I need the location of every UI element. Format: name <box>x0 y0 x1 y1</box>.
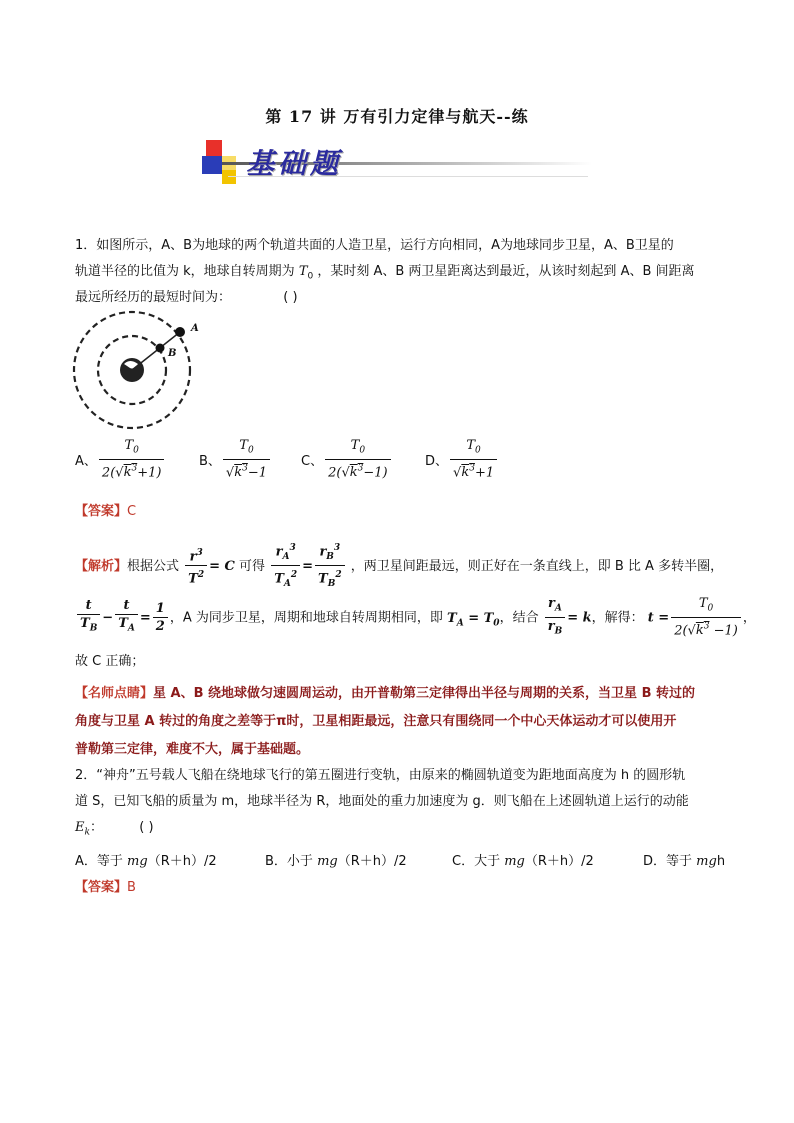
q1-analysis2-text-c: ，解得： <box>591 610 644 626</box>
option-expression: mg <box>696 854 717 869</box>
q1-line2-text-b: ，某时刻 A、B 两卫星距离达到最近，从该时刻起到 A、B 间距离 <box>317 264 695 279</box>
q1-analysis-text-c: ，两卫星间距最远，则正好在一条直线上，即 B 比 A 多转半圈， <box>350 558 724 574</box>
banner-text: 基础题 <box>246 147 343 180</box>
q2-option-b[interactable] <box>265 852 407 872</box>
numerator-subscript: 0 <box>133 445 139 456</box>
one-half: $\frac{1}{2}$ <box>153 601 168 636</box>
q2-option-a[interactable] <box>75 852 217 872</box>
option-label: C．大于 <box>452 854 505 869</box>
q1-line1: 1．如图所示，A、B为地球的两个轨道共面的人造卫星，运行方向相同，A为地球同步卫星，A、B卫星的 <box>75 238 674 253</box>
option-fraction: $\frac{T_0}{√k^3-1}$ <box>223 438 270 482</box>
numerator-subscript: 0 <box>359 445 366 456</box>
t-over-tb: $\frac{t}{T_B}$ <box>77 598 100 638</box>
ra-over-rb: $\frac{r_A}{r_B}$ <box>545 596 565 640</box>
option-rest: （R＋h）/2 <box>524 854 594 869</box>
q1-line3-text: 最远所经历的最短时间为： <box>75 290 232 305</box>
denominator-prefix: 2 <box>101 464 111 480</box>
q1-analysis-line3: 故 C 正确； <box>75 654 145 669</box>
option-rest: （R＋h）/2 <box>337 854 407 869</box>
option-label: B、 <box>199 454 221 470</box>
option-label: D．等于 <box>643 854 697 869</box>
denominator-suffix: +1 <box>137 464 157 480</box>
fraction-numerator: T <box>466 438 476 453</box>
q2-line2: 道 S，已知飞船的质量为 m，地球半径为 R，地面处的重力加速度为 g．则飞船在上述圆轨道上运行的动能 <box>75 794 689 809</box>
q1-answer-tag: 【答案】 <box>75 504 128 519</box>
label-b: B <box>168 348 177 359</box>
numerator-subscript: 0 <box>475 445 481 456</box>
q1-teacher-line1 <box>75 684 695 704</box>
option-rest: h <box>716 854 726 869</box>
ratio-b-frac: $\frac{r_B^3}{T_B^2}$ <box>315 540 345 593</box>
option-expression: mg <box>317 854 338 869</box>
satellite-a <box>175 327 185 337</box>
denominator-suffix: +1 <box>474 464 495 480</box>
q1-answer <box>75 502 136 522</box>
option-expression: mg <box>127 854 148 869</box>
kepler-formula-frac: $\frac{r^3}{T^2}$ <box>185 545 207 589</box>
option-fraction: $\frac{T_0}{2(√k^3+1)}$ <box>99 438 165 482</box>
q1-line3 <box>75 288 298 308</box>
radicand-exponent: 3 <box>469 463 475 474</box>
q1-analysis-line2: $\frac{t}{T_B}$ − $\frac{t}{T_A}$ = $\frac{1}{2}$ ，A 为同步卫星，周期和地球自转周期相同，即 $T_A = T_0$，结合 $\frac{r_A}{r_B}$ = k，解得： t = $\frac{T_0}{2(√k^3 -1)}$ ， <box>75 596 756 640</box>
q2-line1: 2．“神舟”五号载人飞船在绕地球飞行的第五圈进行变轨，由原来的椭圆轨道变为距地面高度为 h 的圆形轨 <box>75 768 686 783</box>
denominator-prefix: 2 <box>328 464 337 480</box>
radicand: k <box>461 464 470 480</box>
q2-option-c[interactable] <box>452 852 594 872</box>
q1-line2-text-a: 轨道半径的比值为 k，地球自转周期为 <box>75 264 295 279</box>
q1-option-c[interactable] <box>301 438 393 482</box>
q2-option-d[interactable] <box>643 852 725 872</box>
radicand: k <box>123 464 132 480</box>
option-label: B．小于 <box>265 854 318 869</box>
option-label: D、 <box>425 454 449 470</box>
q2-line3 <box>75 818 154 843</box>
q2-answer <box>75 878 136 898</box>
q1-teacher-tag: 【名师点睛】 <box>75 686 154 701</box>
radicand: k <box>234 464 243 480</box>
q1-answer-value: C <box>127 504 137 519</box>
q2-answer-value: B <box>127 880 136 895</box>
fraction-numerator: T <box>239 438 248 453</box>
q1-analysis-text-a: 根据公式 <box>127 558 180 574</box>
option-label: A、 <box>75 454 97 470</box>
q1-t0-subscript: 0 <box>307 271 314 282</box>
q2-answer-tag: 【答案】 <box>75 880 128 895</box>
q1-teacher-line3: 普勒第三定律，难度不大，属于基础题。 <box>75 742 310 757</box>
option-expression: mg <box>504 854 525 869</box>
radicand-exponent: 3 <box>131 463 138 474</box>
radicand-exponent: 3 <box>242 463 248 474</box>
q1-option-d[interactable] <box>425 438 499 482</box>
option-fraction: $\frac{T_0}{√k^3+1}$ <box>450 438 497 482</box>
radicand: k <box>349 464 358 480</box>
fraction-numerator: T <box>350 438 360 453</box>
solution-frac: $\frac{T_0}{2(√k^3 -1)}$ <box>671 596 741 640</box>
option-label: A．等于 <box>75 854 128 869</box>
q2-ek-symbol: E <box>75 820 85 835</box>
q1-analysis-line1: 【解析】根据公式 $\frac{r^3}{T^2}$ = C 可得 $\frac{r_A^3}{T_A^2}$ = $\frac{r_B^3}{T_B^2}$ ，两卫星间距最远，则正好在一条直线上，即 B 比 A 多转半圈， <box>75 540 723 593</box>
denominator-suffix: −1 <box>247 464 268 480</box>
q1-analysis2-text-b: ，结合 <box>499 610 539 626</box>
q2-colon: ： <box>89 820 103 835</box>
denominator-suffix: −1 <box>363 464 383 480</box>
ratio-a-frac: $\frac{r_A^3}{T_A^2}$ <box>271 540 300 593</box>
satellite-b <box>156 344 165 353</box>
q1-analysis-text-b: 可得 <box>239 558 266 574</box>
option-label: C、 <box>301 454 324 470</box>
section-banner <box>198 138 598 188</box>
q1-option-a[interactable] <box>75 438 166 482</box>
q1-line2 <box>75 262 695 287</box>
q2-ek-subscript: k <box>84 827 90 838</box>
t-over-ta: $\frac{t}{T_A}$ <box>115 598 138 638</box>
page-title: 第 17 讲 万有引力定律与航天--练 <box>265 107 529 126</box>
orbit-figure <box>70 306 210 432</box>
q1-t0-symbol: T <box>298 264 308 279</box>
fraction-numerator: T <box>124 438 134 453</box>
orbit-diagram <box>70 306 210 432</box>
option-fraction: $\frac{T_0}{2(√k^3-1)}$ <box>325 438 391 482</box>
label-a: A <box>191 323 199 334</box>
q1-answer-paren: ( ) <box>283 290 298 305</box>
q1-analysis2-text-a: ，A 为同步卫星，周期和地球自转周期相同，即 <box>169 610 443 626</box>
q1-teacher-text1: 星 A、B 绕地球做匀速圆周运动，由开普勒第三定律得出半径与周期的关系，当卫星 B 转过的 <box>153 686 695 701</box>
q2-answer-paren: ( ) <box>139 820 154 835</box>
q1-teacher-line2: 角度与卫星 A 转过的角度之差等于π时，卫星相距最远，注意只有围绕同一个中心天体运动才可以使用开 <box>75 714 677 729</box>
option-rest: （R＋h）/2 <box>147 854 217 869</box>
numerator-subscript: 0 <box>247 445 254 456</box>
q1-option-b[interactable] <box>199 438 272 482</box>
radicand-exponent: 3 <box>357 463 364 474</box>
q1-analysis-tag: 【解析】 <box>75 558 128 574</box>
